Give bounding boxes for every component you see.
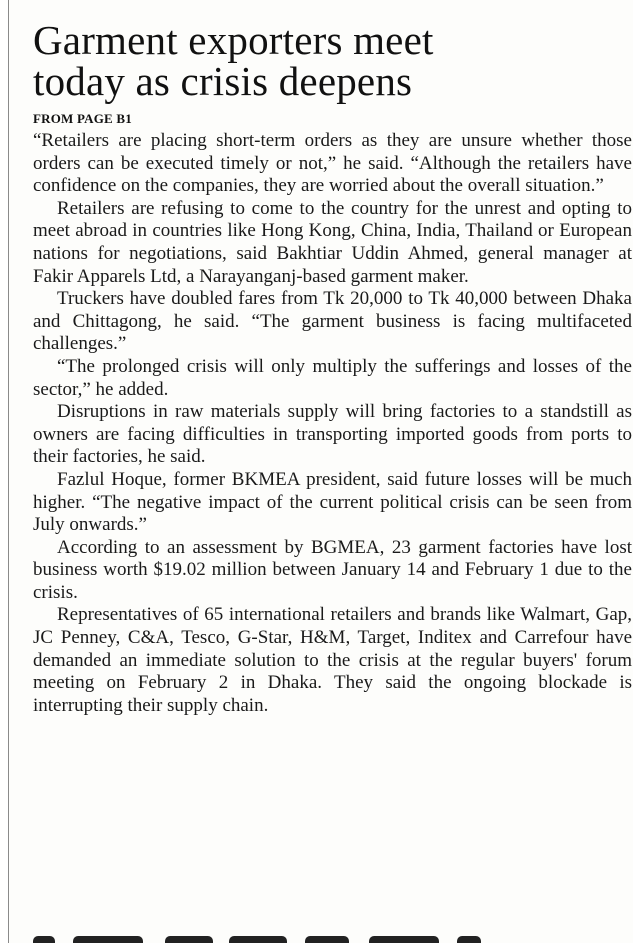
headline-line-2: today as crisis deepens xyxy=(33,58,413,104)
cropped-glyph xyxy=(165,936,213,943)
paragraph-8: Representatives of 65 international retailers and brands like Walmart, Gap, JC Penney, C&A, Tesco, G-Star, H&M, Target, Inditex and Carrefour have demanded an immediate solution to the crisis at the regular buyers' forum meeting on February 2 in Dhaka. They said the ongoing blockade is interrupting their supply chain. xyxy=(33,604,632,716)
paragraph-6: Fazlul Hoque, former BKMEA president, said future losses will be much higher. “The negative impact of the current political crisis can be seen from July onwards.” xyxy=(33,468,632,536)
cropped-glyph xyxy=(73,936,143,943)
paragraph-3: Truckers have doubled fares from Tk 20,000 to Tk 40,000 between Dhaka and Chittagong, he said. “The garment business is facing multifaceted challenges.” xyxy=(33,288,632,355)
paragraph-4: “The prolonged crisis will only multiply the sufferings and losses of the sector,” he added. xyxy=(33,355,632,400)
article-body xyxy=(33,130,632,717)
cropped-glyph xyxy=(369,936,439,943)
paragraph-1: “Retailers are placing short-term orders as they are unsure whether those orders can be executed timely or not,” he said. “Although the retailers have confidence on the companies, they are worried about the overall situation.” xyxy=(33,130,632,197)
jump-label: FROM PAGE B1 xyxy=(33,111,132,126)
cropped-glyph xyxy=(229,936,287,943)
cropped-glyph xyxy=(33,936,55,943)
paragraph-2: Retailers are refusing to come to the country for the unrest and opting to meet abroad in countries like Hong Kong, China, India, Thailand or European nations for negotiations, said Bakhtiar Uddin Ahmed, general manager at Fakir Apparels Ltd, a Narayanganj-based garment maker. xyxy=(33,197,632,287)
cropped-glyph xyxy=(305,936,349,943)
headline-line-1: Garment exporters meet xyxy=(33,17,434,63)
newspaper-clipping xyxy=(8,0,633,943)
paragraph-7: According to an assessment by BGMEA, 23 garment factories have lost business worth $19.02 million between January 14 and February 1 due to the crisis. xyxy=(33,536,632,603)
headline xyxy=(33,17,632,104)
article xyxy=(33,17,632,717)
cropped-next-headline xyxy=(33,926,593,943)
cropped-glyph xyxy=(457,936,481,943)
paragraph-5: Disruptions in raw materials supply will bring factories to a standstill as owners are facing difficulties in transporting imported goods from ports to their factories, he said. xyxy=(33,401,632,468)
